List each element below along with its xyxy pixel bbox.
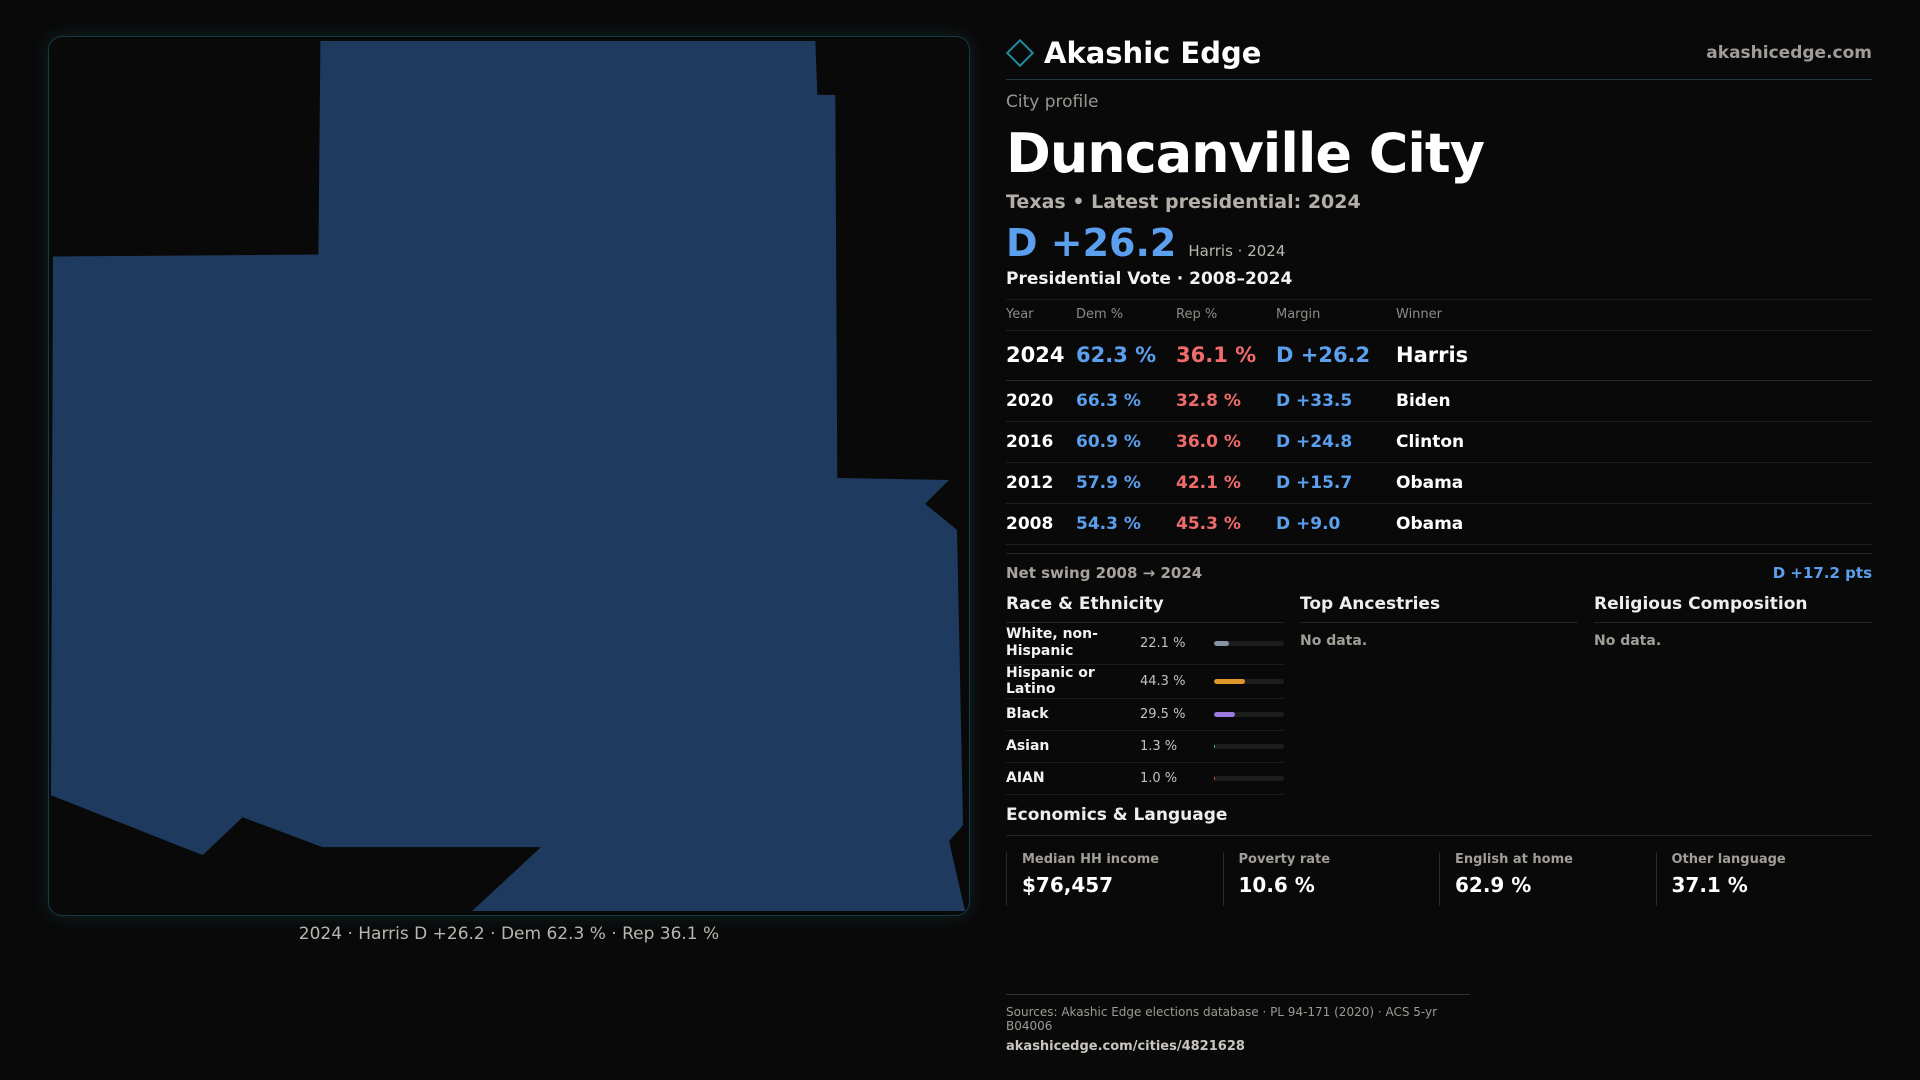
table-row[interactable]: [1006, 421, 1872, 462]
econ-cell-poverty: [1223, 852, 1440, 906]
ancestries-title: Top Ancestries: [1300, 594, 1578, 623]
religion-title: Religious Composition: [1594, 594, 1872, 623]
city-boundary-map[interactable]: [48, 36, 970, 916]
map-caption: 2024 · Harris D +26.2 · Dem 62.3 % · Rep 36.1 %: [298, 924, 720, 944]
row-rep: 45.3 %: [1176, 503, 1276, 544]
race-row: [1006, 665, 1284, 700]
race-row: [1006, 623, 1284, 665]
brand-name: Akashic Edge: [1044, 35, 1262, 70]
race-label: AIAN: [1006, 770, 1045, 787]
econ-label: Other language: [1671, 852, 1786, 868]
row-year: 2020: [1006, 380, 1076, 421]
row-rep: 36.0 %: [1176, 421, 1276, 462]
race-bar: [1214, 776, 1284, 781]
city-boundary-svg: [49, 37, 969, 915]
row-margin: D +33.5: [1276, 380, 1396, 421]
race-bar: [1214, 641, 1284, 646]
brand-header: [1006, 30, 1872, 80]
state-subline: Texas • Latest presidential: 2024: [1006, 191, 1361, 213]
race-bar-fill: [1214, 679, 1245, 684]
row-dem: 60.9 %: [1076, 421, 1176, 462]
profile-panel: [1006, 30, 1872, 906]
presidential-vote-table: [1006, 300, 1872, 545]
row-rep: 36.1 %: [1176, 330, 1276, 380]
swing-label: Net swing 2008 → 2024: [1006, 563, 1203, 582]
race-pct: 1.3 %: [1140, 739, 1178, 755]
col-header-rep: Rep %: [1176, 300, 1276, 330]
race-label: Asian: [1006, 738, 1050, 755]
race-pct: 29.5 %: [1140, 707, 1186, 723]
margin-value: D +26.2: [1006, 221, 1177, 265]
diamond-logo-icon: [1006, 38, 1034, 66]
row-winner: Clinton: [1396, 421, 1872, 462]
row-dem: 54.3 %: [1076, 503, 1176, 544]
row-margin: D +15.7: [1276, 462, 1396, 503]
table-row[interactable]: [1006, 380, 1872, 421]
race-bar: [1214, 679, 1284, 684]
race-row: [1006, 731, 1284, 763]
econ-cell-english: [1439, 852, 1656, 906]
brand-url-link[interactable]: akashicedge.com: [1706, 42, 1872, 63]
race-bar-fill: [1214, 744, 1215, 749]
row-winner: Biden: [1396, 380, 1872, 421]
table-row[interactable]: [1006, 503, 1872, 544]
race-row: [1006, 763, 1284, 795]
page-title: Duncanville City: [1006, 122, 1484, 185]
table-header-row: [1006, 300, 1872, 330]
row-dem: 62.3 %: [1076, 330, 1176, 380]
race-ethnicity-column: [1006, 594, 1284, 796]
economics-title: Economics & Language: [1006, 805, 1872, 836]
row-margin: D +9.0: [1276, 503, 1396, 544]
race-bar-fill: [1214, 776, 1215, 781]
religion-empty: No data.: [1594, 632, 1662, 649]
row-winner: Obama: [1396, 503, 1872, 544]
sources-footer: [1006, 994, 1470, 1054]
sources-url-link[interactable]: akashicedge.com/cities/4821628: [1006, 1039, 1245, 1054]
row-year: 2016: [1006, 421, 1076, 462]
row-year: 2024: [1006, 330, 1076, 380]
col-header-winner: Winner: [1396, 300, 1872, 330]
table-row[interactable]: [1006, 462, 1872, 503]
section-kicker: City profile: [1006, 92, 1099, 112]
race-label: White, non-Hispanic: [1006, 626, 1098, 659]
row-margin: D +26.2: [1276, 330, 1396, 380]
ancestries-column: [1300, 594, 1578, 796]
brand[interactable]: [1006, 36, 1261, 70]
col-header-year: Year: [1006, 300, 1076, 330]
table-row[interactable]: [1006, 330, 1872, 380]
race-pct: 22.1 %: [1140, 635, 1186, 651]
row-rep: 42.1 %: [1176, 462, 1276, 503]
sources-line: Sources: Akashic Edge elections database · PL 94-171 (2020) · ACS 5-yr B04006: [1006, 1005, 1438, 1033]
demographics-section: [1006, 594, 1872, 796]
row-winner: Obama: [1396, 462, 1872, 503]
vote-table-heading: Presidential Vote · 2008–2024: [1006, 269, 1872, 300]
ancestries-empty: No data.: [1300, 632, 1368, 649]
religion-column: [1594, 594, 1872, 796]
econ-cell-other-language: [1656, 852, 1873, 906]
race-row: [1006, 699, 1284, 731]
econ-value: 10.6 %: [1238, 873, 1315, 898]
swing-value: D +17.2 pts: [1772, 563, 1872, 582]
row-margin: D +24.8: [1276, 421, 1396, 462]
row-year: 2012: [1006, 462, 1076, 503]
race-pct: 1.0 %: [1140, 771, 1178, 787]
econ-label: English at home: [1455, 852, 1573, 868]
race-title: Race & Ethnicity: [1006, 594, 1284, 623]
economics-grid: [1006, 852, 1872, 906]
econ-label: Poverty rate: [1238, 852, 1331, 868]
econ-value: $76,457: [1022, 873, 1114, 898]
headline-margin: [1006, 221, 1872, 265]
econ-value: 37.1 %: [1671, 873, 1748, 898]
margin-note: Harris · 2024: [1188, 242, 1286, 260]
row-rep: 32.8 %: [1176, 380, 1276, 421]
net-swing: [1006, 553, 1872, 582]
race-label: Black: [1006, 706, 1049, 723]
econ-value: 62.9 %: [1455, 873, 1532, 898]
row-year: 2008: [1006, 503, 1076, 544]
race-bar: [1214, 712, 1284, 717]
col-header-dem: Dem %: [1076, 300, 1176, 330]
race-bar: [1214, 744, 1284, 749]
row-dem: 57.9 %: [1076, 462, 1176, 503]
econ-cell-income: [1006, 852, 1223, 906]
row-dem: 66.3 %: [1076, 380, 1176, 421]
city-boundary-shape[interactable]: [51, 41, 965, 911]
race-pct: 44.3 %: [1140, 673, 1186, 689]
col-header-margin: Margin: [1276, 300, 1396, 330]
race-bar-fill: [1214, 712, 1235, 717]
row-winner: Harris: [1396, 330, 1872, 380]
econ-label: Median HH income: [1022, 852, 1160, 868]
race-bar-fill: [1214, 641, 1229, 646]
race-label: Hispanic or Latino: [1006, 664, 1095, 698]
